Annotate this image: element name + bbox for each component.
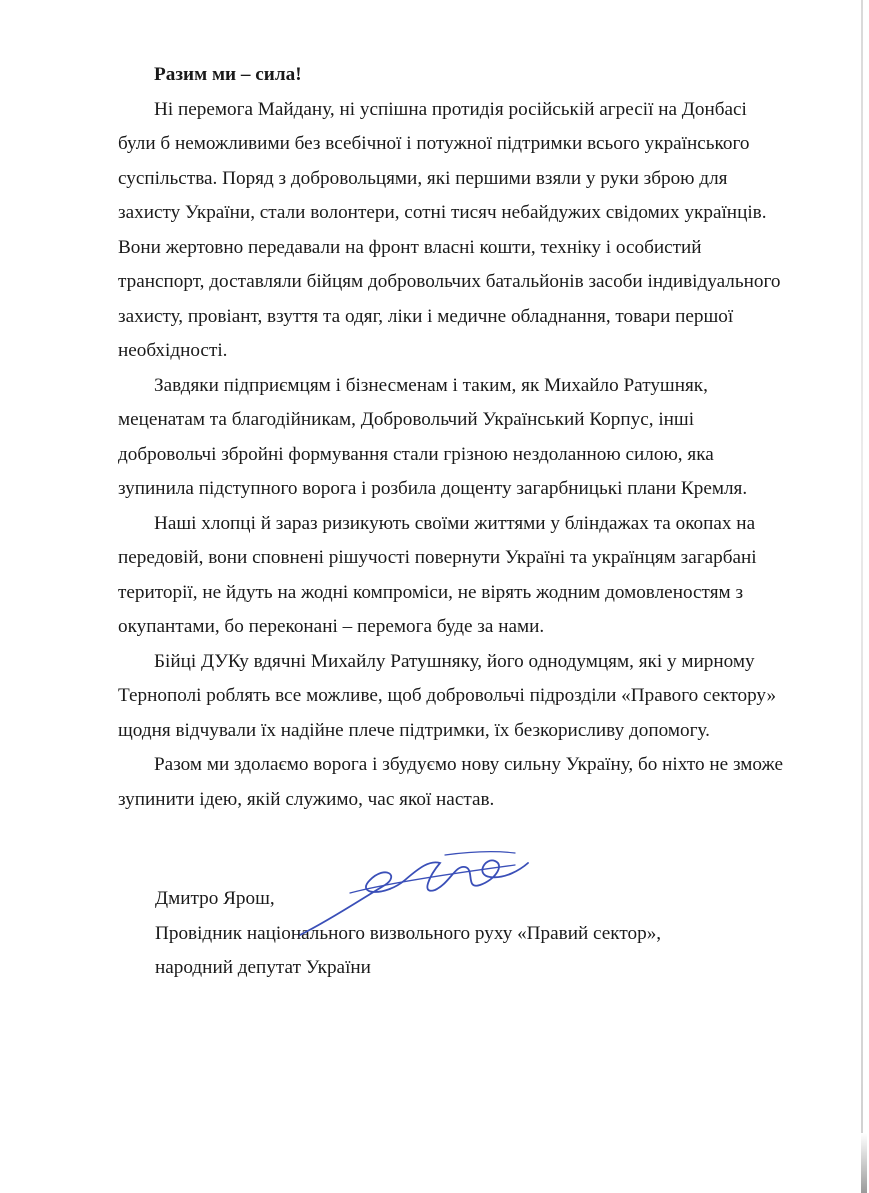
signer-role: народний депутат України: [155, 957, 371, 978]
signer-position: Провідник національного визвольного руху «Правий сектор»,: [155, 922, 662, 944]
paragraph-3: Наші хлопці й зараз ризикують своїми життями у бліндажах та окопах на передовій, вони сповнені рішучості повернути Україні та українцям загарбані території, не йдуть на жодні компроміси, не вірять жодним домовленостям з окупантами, бо переконані – перемога буде за нами.: [118, 512, 757, 637]
signer-name: Дмитро Ярош,: [155, 888, 275, 909]
scan-edge-shadow: [861, 1133, 867, 1193]
paragraph-4: Бійці ДУКу вдячні Михайлу Ратушняку, його однодумцям, які у мирному Тернополі роблять все можливе, щоб добровольчі підрозділи «Правого сектору» щодня відчували їх надійне плече підтримки, їх безкорисливу допомогу.: [118, 650, 777, 741]
letter-title: Разим ми – сила!: [154, 64, 302, 85]
closing-paragraph: Разом ми здолаємо ворога і збудуємо нову сильну Україну, бо ніхто не зможе зупинити ідею, якій служимо, час якої настав.: [118, 754, 784, 810]
letter-body: [118, 58, 788, 817]
handwritten-signature: [290, 835, 540, 945]
scan-edge: [861, 0, 863, 1193]
paragraph-2: Завдяки підприємцям і бізнесменам і таким, як Михайло Ратушняк, меценатам та благодійникам, Добровольчий Український Корпус, інші добровольчі збройні формування стали грізною нездоланною силою, яка зупинила підступного ворога і розбила дощенту загарбницькі плани Кремля.: [118, 374, 748, 499]
paragraph-1: Ні перемога Майдану, ні успішна протидія російській агресії на Донбасі були б неможливими без всебічної і потужної підтримки всього українського суспільства. Поряд з добровольцями, які першими взяли у руки зброю для захисту України, стали волонтери, сотні тисяч небайдужих свідомих українців. Вони жертовно передавали на фронт власні кошти, техніку і особистий транспорт, доставляли бійцям добровольчих батальйонів засоби індивідуального захисту, провіант, взуття та одяг, ліки і медичне обладнання, товари першої необхідності.: [118, 98, 781, 361]
